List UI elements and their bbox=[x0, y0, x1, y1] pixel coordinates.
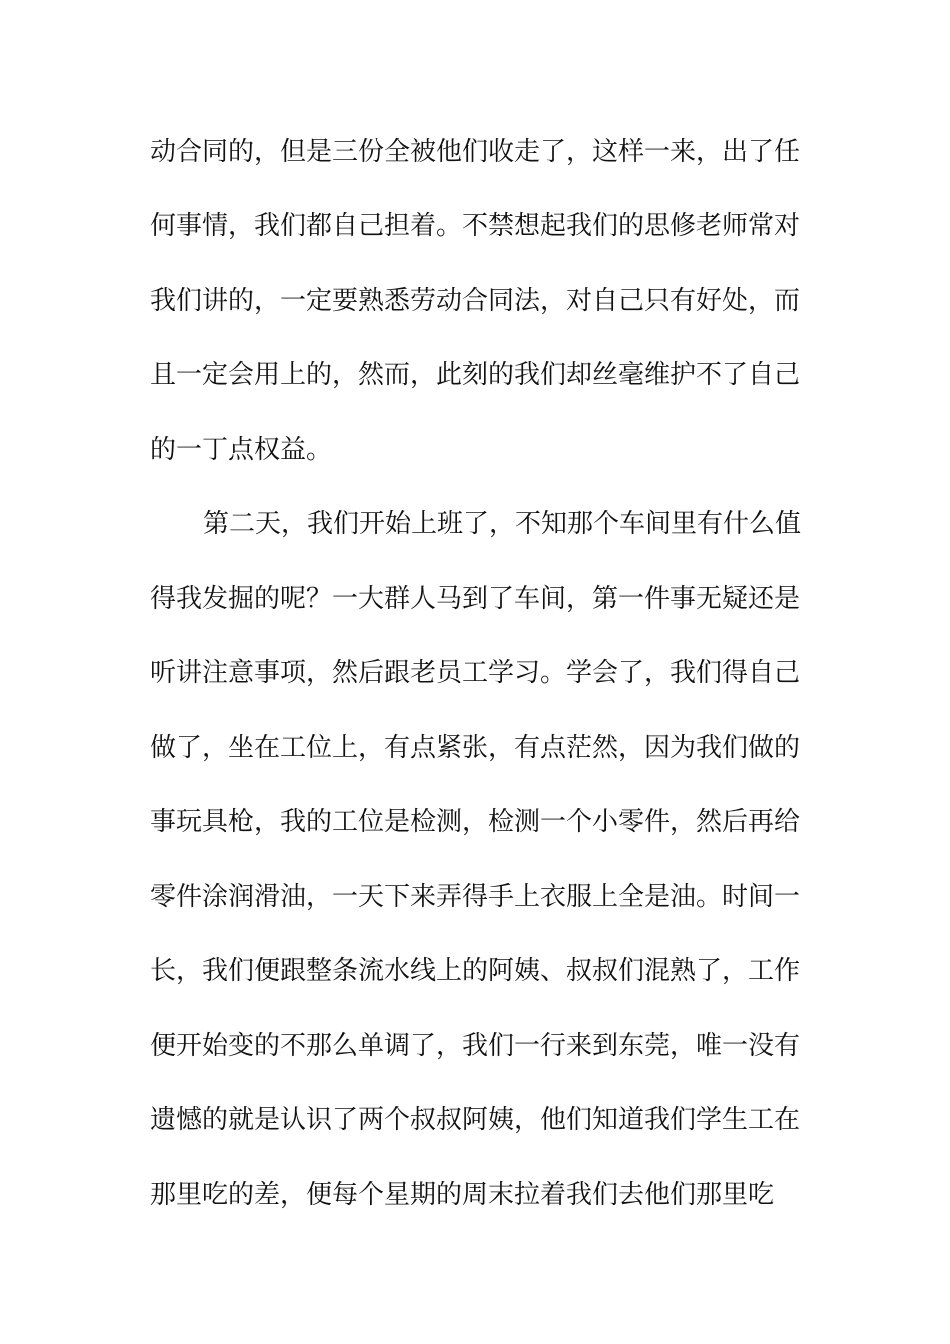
text-line: 且一定会用上的，然而，此刻的我们却丝毫维护不了自己 bbox=[150, 360, 801, 390]
text-line: 便开始变的不那么单调了，我们一行来到东莞，唯一没有 bbox=[150, 1031, 801, 1061]
text-line: 的一丁点权益。 bbox=[150, 435, 333, 465]
text-line: 得我发掘的呢？一大群人马到了车间，第一件事无疑还是 bbox=[150, 584, 801, 614]
text-line: 动合同的，但是三份全被他们收走了，这样一来，出了任 bbox=[150, 137, 801, 167]
paragraph-first-line: 第二天，我们开始上班了，不知那个车间里有什么值 bbox=[203, 509, 802, 539]
text-line: 做了，坐在工位上，有点紧张，有点茫然，因为我们做的 bbox=[150, 733, 801, 763]
text-line: 事玩具枪，我的工位是检测，检测一个小零件，然后再给 bbox=[150, 807, 801, 837]
text-line: 那里吃的差，便每个星期的周末拉着我们去他们那里吃 bbox=[150, 1180, 775, 1210]
text-line: 长，我们便跟整条流水线上的阿姨、叔叔们混熟了，工作 bbox=[150, 956, 801, 986]
text-line: 听讲注意事项，然后跟老员工学习。学会了，我们得自己 bbox=[150, 658, 801, 688]
text-line: 零件涂润滑油，一天下来弄得手上衣服上全是油。时间一 bbox=[150, 882, 801, 912]
text-line: 何事情，我们都自己担着。不禁想起我们的思修老师常对 bbox=[150, 211, 801, 241]
text-line: 遗憾的就是认识了两个叔叔阿姨，他们知道我们学生工在 bbox=[150, 1105, 801, 1135]
text-line: 我们讲的，一定要熟悉劳动合同法，对自己只有好处，而 bbox=[150, 286, 801, 316]
